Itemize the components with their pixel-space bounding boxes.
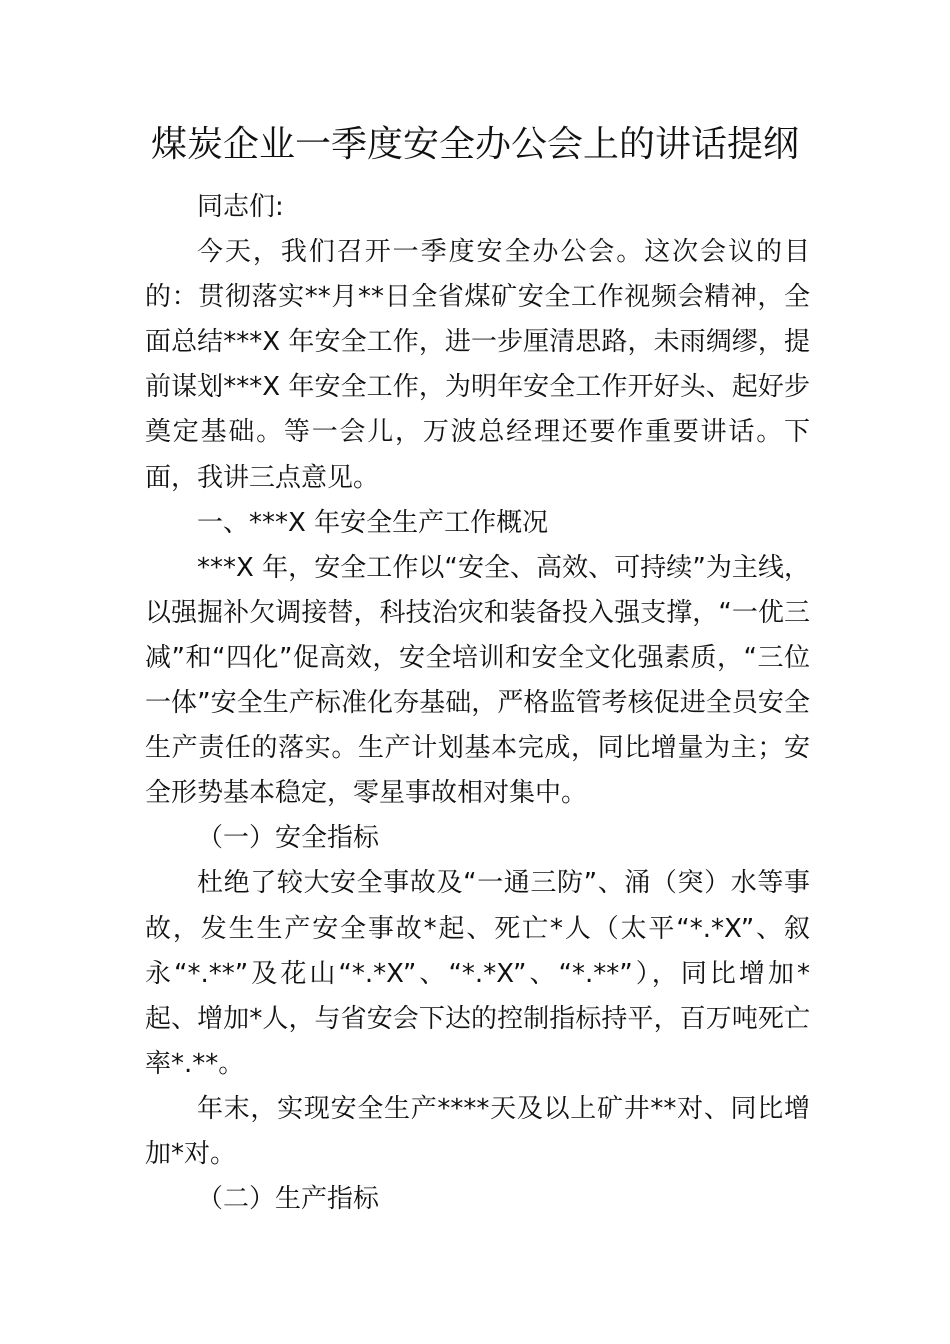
salutation: 同志们: xyxy=(197,192,284,222)
paragraph-overview: ***X 年，安全工作以“安全、高效、可持续”为主线，以强掘补欠调接替，科技治灾和装备投入强支撑，“一优三减”和“四化”促高效，安全培训和安全文化强素质，“三位一体”安全生产标准化夯基础，严格监管考核促进全员安全生产责任的落实。生产计划基本完成，同比增量为主；安全形势基本稳定，零星事故相对集中。 xyxy=(145,552,810,809)
subsection-heading-production: （二）生产指标 xyxy=(197,1184,380,1215)
subsection-heading-safety: （一）安全指标 xyxy=(197,823,380,854)
document-title: 煤炭企业一季度安全办公会上的讲话提纲 xyxy=(150,124,799,165)
paragraph-intro: 今天，我们召开一季度安全办公会。这次会议的目的：贯彻落实**月**日全省煤矿安全工作视频会精神，全面总结***X 年安全工作，进一步厘清思路，未雨绸缪，提前谋划***X 年安全工作，为明年安全工作开好头、起好步奠定基础。等一会儿，万波总经理还要作重要讲话。下面，我讲三点意见。 xyxy=(145,237,810,493)
paragraph-safety-indicators: 杜绝了较大安全事故及“一通三防”、涌（突）水等事故，发生生产安全事故*起、死亡*人（太平“*.*X”、叙永“*.**”及花山“*.*X”、“*.*X”、“*.**”），同比增加*起、增加*人，与省安会下达的控制指标持平，百万吨死亡率*.**。 xyxy=(145,868,810,1079)
paragraph-year-end: 年末，实现安全生产****天及以上矿井**对、同比增加*对。 xyxy=(145,1093,810,1169)
section-heading-1: 一、***X 年安全生产工作概况 xyxy=(197,507,549,538)
document-body xyxy=(145,185,810,1222)
